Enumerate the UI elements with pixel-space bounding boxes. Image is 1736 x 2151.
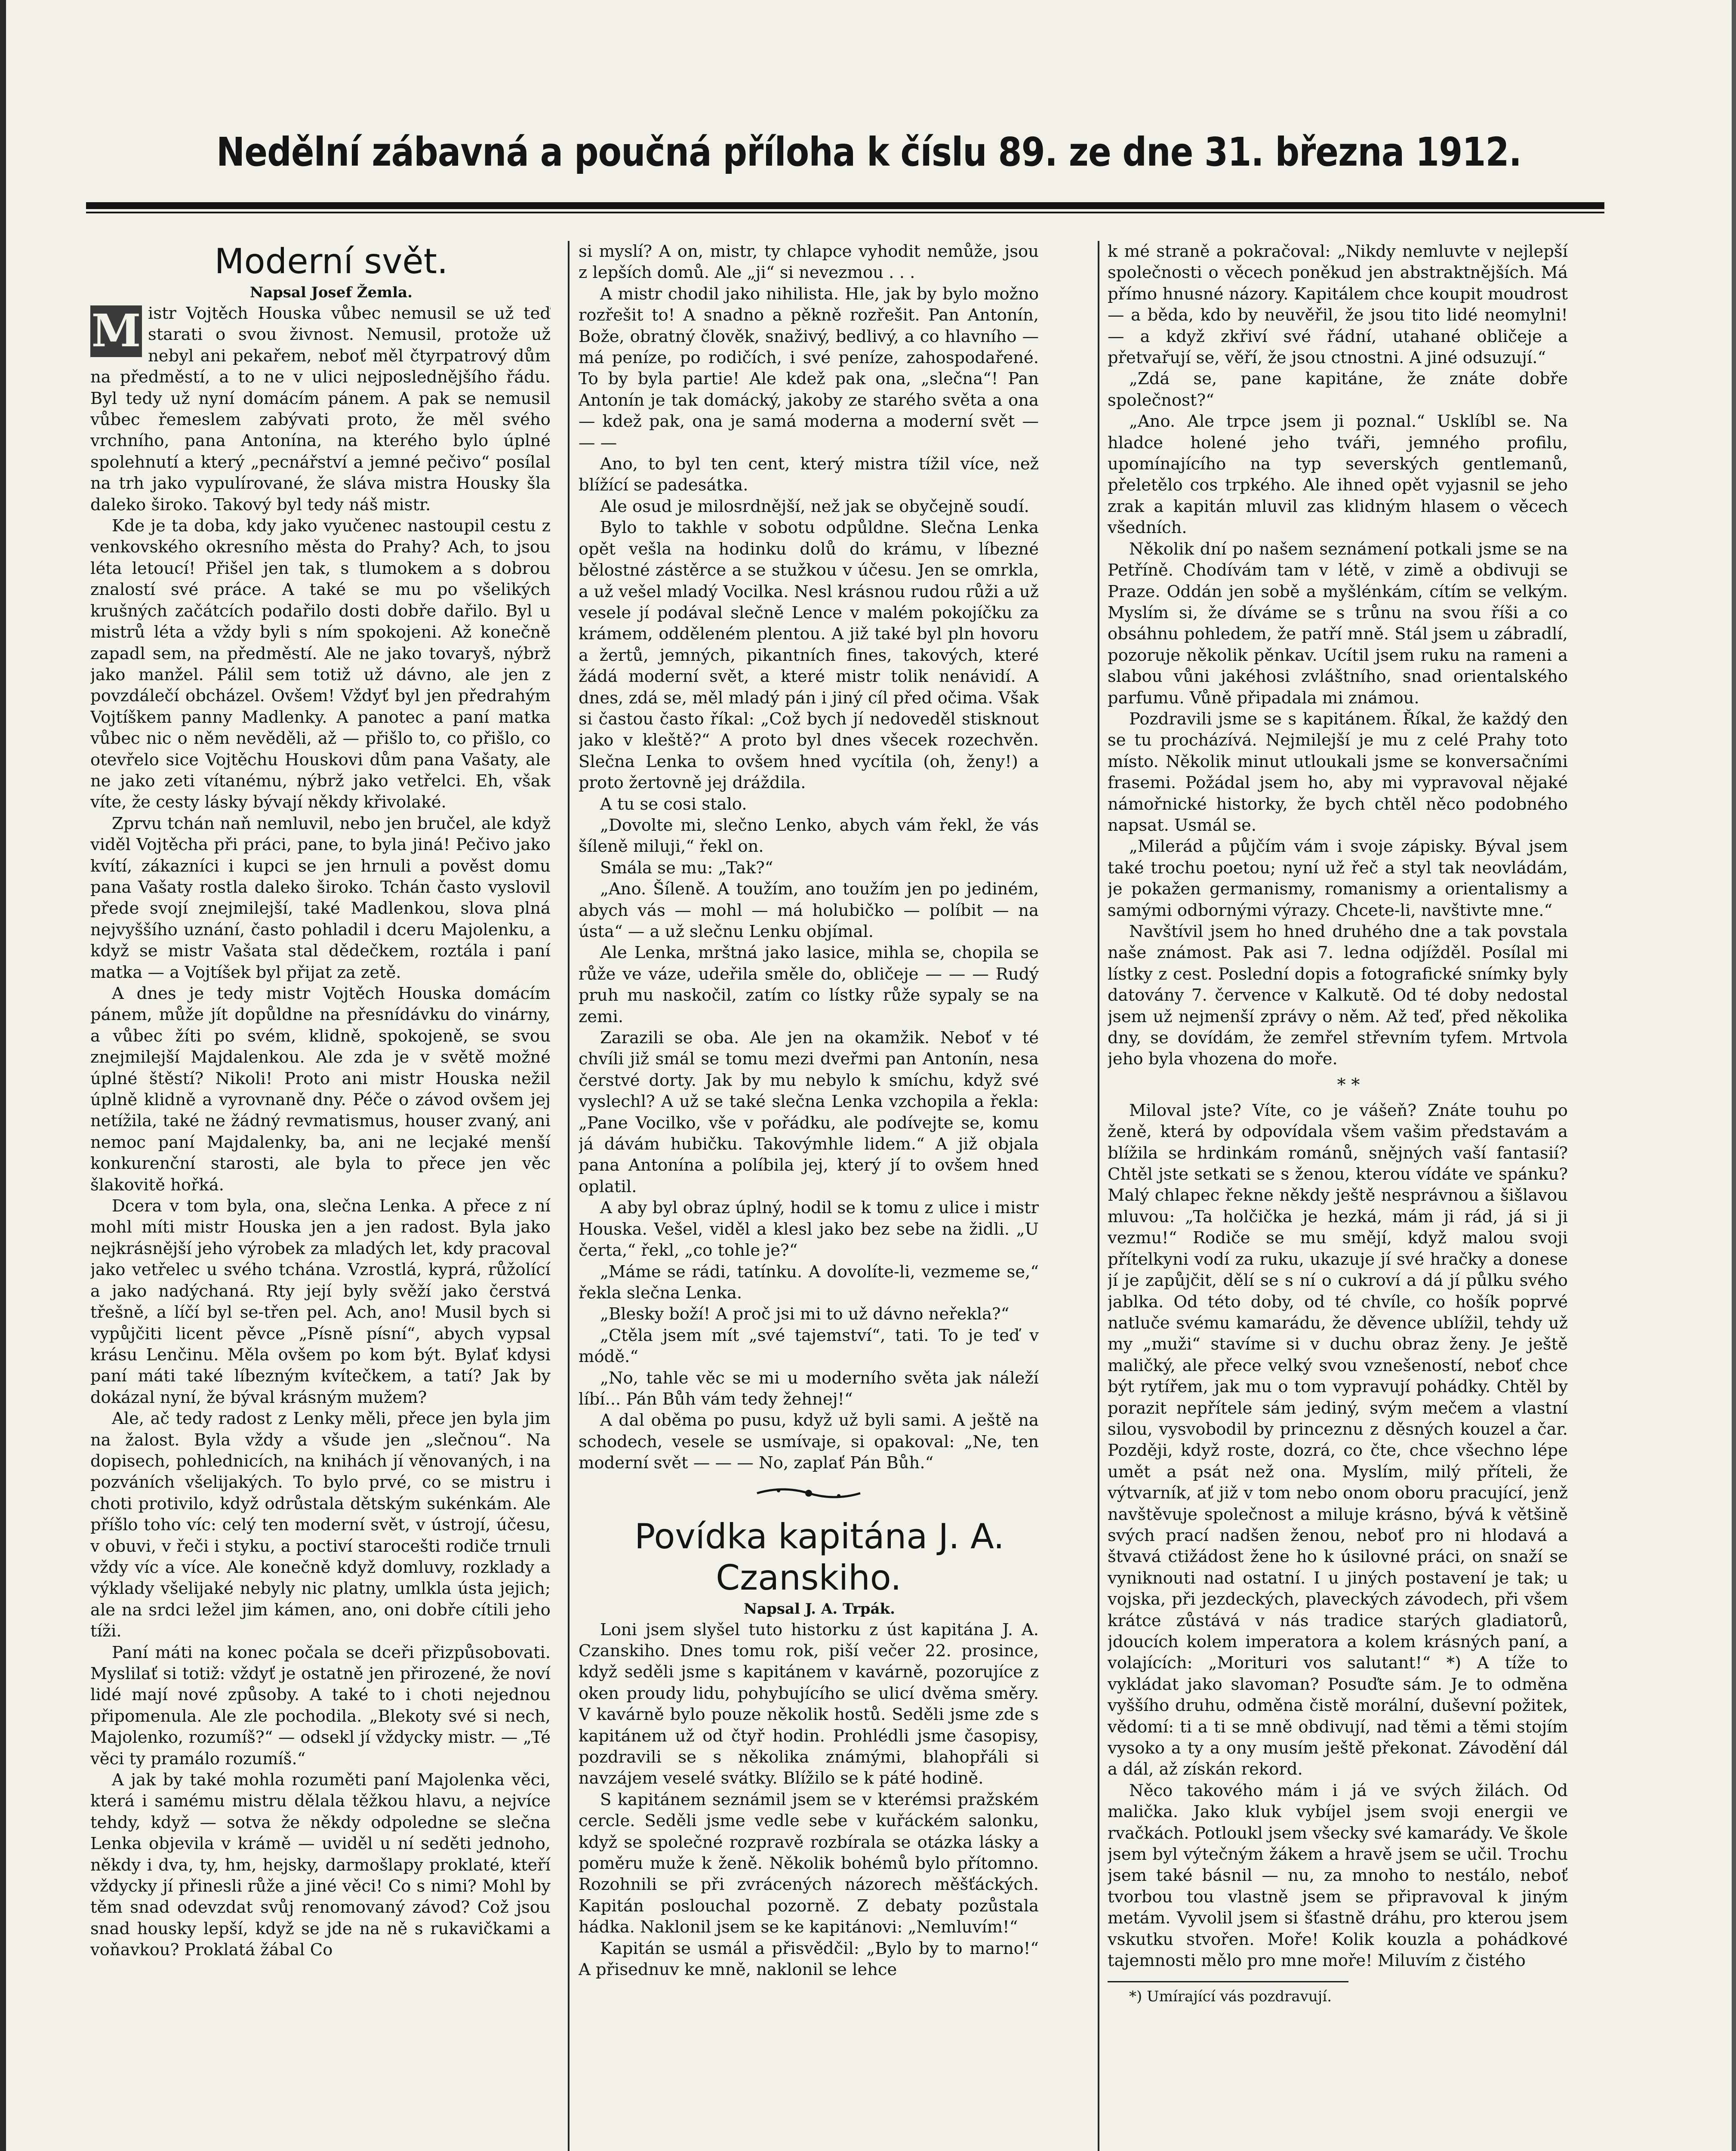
article-paragraph: A jak by také mohla rozuměti paní Majolenka věci, která i samému mistru dělala těžkou hlavu, a nejvíce tehdy, když — sotva že někdy odpoledne se slečna Lenka objevila v krámě — uviděl u ní seděti jednoho, někdy i dva, ty, hm, hejsky, darmošlapy proklaté, kteří vždycky jí přinesli růže a jiné věci! Co s nimi? Mohl by těm snad odevzdat svůj renomovaný závod? Což jsou snad housky lepší, když se jde na ně s rukavičkami a voňavkou? Proklatá žábal Co xyxy=(90,1770,551,1960)
article-byline: Napsal Josef Žemla. xyxy=(249,284,413,301)
article-paragraph: Loni jsem slyšel tuto historku z úst kapitána J. A. Czanskiho. Dnes tomu rok, piší večer 22. prosince, když seděli jsme s kapitánem v kavárně, pozorujíce z oken proudy lidu, pohybujícího se ulicí dvěma směry. V kavárně bylo pouze několik hostů. Seděli jsme zde s kapitánem už od čtyř hodin. Prohlédli jsme časopisy, pozdravili se s několika známými, blahopřáli si navzájem veselé svátky. Blížilo se k páté hodině. xyxy=(579,1620,1039,1788)
article-paragraph: Kapitán se usmál a přisvědčil: „Bylo by to marno!“ A přisednuv ke mně, naklonil se lehce xyxy=(579,1938,1039,1980)
masthead-rule-thick xyxy=(86,202,1604,209)
article-paragraph: Miloval jste? Víte, co je vášeň? Znáte touhu po ženě, která by odpovídala všem vašim představám a blížila se hrdinkám románů, snějných vaší fantasií? Chtěl jste setkati se s ženou, kterou vídáte ve spánku? Malý chlapec řekne někdy ještě nesprávnou a šišlavou mluvou: „Ta holčička je hezká, mám ji rád, já si ji vezmu!“ Rodiče se mu smějí, když malou svoji přítelkyni vodí za ruku, ukazuje jí své hračky a donese jí je zapůjčit, dělí se s ní o cukroví a dá jí půlku svého jablka. Od této doby, od té chvíle, co hošík poprvé natluče svému kamarádu, že děvence ublížil, tehdy už my „muži“ stavíme si v duchu obraz ženy. Je ještě maličký, ale přece velký svou vznešeností, neboť chce být rytířem, jak mu o tom vypravují pohádky. Chtěl by porazit nepřítele sám jediný, svým mečem a vlastní silou, vysvobodil by princeznu z děsných kouzel a čar. Později, když roste, dozrá, co čte, chce všechno lépe umět a psát než ona. Myslím, milý příteli, že výtvarník, ať již v tom nebo onom oboru pracující, jenž navštěvuje společnost a miluje krásno, bývá k většině svých prací nadšen ženou, neboť pro ni hlodavá a štvavá ctižádost žene ho k úsilovné práci, on snaží se vyniknouti nad ostatní. I u jiných postavení je tak; u vojska, při jezdeckých, plaveckých závodech, při všem krátce zůstává v nás tradice starých gladiatorů, jdoucích kolem imperatora a kolem krásných paní, a volajících: „Morituri vos salutant!“ *) A tíže to vykládat jako slavoman? Posuďte sám. Je to odměna vyššího druhu, odměna čistě morální, duševní požitek, vědomí: ti a ti se mně obdivují, nad těmi a těmi stojím vysoko a ty a ony musím ještě překonat. Závodění dál a dál, až získán rekord. xyxy=(1108,1100,1568,1779)
article-paragraph: „Milerád a půjčím vám i svoje zápisky. Býval jsem také trochu poetou; nyní už řeč a styl tak neovládám, je pokažen germanismy, romanismy a orientalismy a samými odbornými výrazy. Chcete-li, navštivte mne.“ xyxy=(1108,837,1568,920)
article-paragraph: M istr Vojtěch Houska vůbec nemusil se už teď starati o svou živnost. Nemusil, protože už nebyl ani pekařem, neboť měl čtyrpatrový dům na předměstí, a to ne v ulici nejposlednějšího řádu. Byl tedy už nyní domácím pánem. A pak se nemusil vůbec řemeslem zabývati proto, že měl svého vrchního, pana Antonína, na kterého bylo úplné spolehnutí a který „pecnářství a jemné pečivo“ posílal na trh jako vypulírované, že sláva mistra Housky šla daleko široko. Takový byl tedy náš mistr. xyxy=(90,304,551,515)
article-paragraph: k mé straně a pokračoval: „Nikdy nemluvte v nejlepší společnosti o věcech poněkud jen abstraktnějších. Má přímo hnusné názory. Kapitálem chce koupit moudrost — a běda, kdo by neuvěřil, že jsou tito lidé neomylni! — a když zkřiví své řádní, utahané obličeje a přetvařují se, věří, že jsou ctnostni. A jiné odsuzují.“ xyxy=(1108,242,1568,368)
article-paragraph: „Blesky boží! A proč jsi mi to už dávno neřekla?“ xyxy=(600,1304,1010,1324)
masthead-rule-thin xyxy=(86,212,1604,213)
article-paragraph: A dal oběma po pusu, když už byli sami. A ještě na schodech, vesele se usmívaje, si opakoval: „Ne, ten moderní svět — — — No, zaplať Pán Bůh.“ xyxy=(579,1411,1039,1473)
article-paragraph: Smála se mu: „Tak?“ xyxy=(600,858,773,878)
article-paragraph: Paní máti na konec počala se dceři přizpůsobovati. Myslilať si totiž: vždyť je ostatně jen přirozené, že noví lidé mají nové způsoby. A také to i choti nejednou připomenula. Ale zle pochodila. „Blekoty své si nech, Majolenko, rozumíš?“ — odsekl jí vždycky mistr. — „Té věci ty pramálo rozumíš.“ xyxy=(90,1643,551,1769)
article-paragraph: Bylo to takhle v sobotu odpůldne. Slečna Lenka opět vešla na hodinku dolů do krámu, v líbezné bělostné zástěrce a se stužkou v účesu. Jen se omrkla, a už vešel mladý Vocilka. Nesl krásnou rudou růži a už vesele jí podával slečně Lence v malém pokojíčku za krámem, odděleném plentou. A již také byl pln hovoru a žertů, jemných, pikantních fines, takových, které žádá moderní svět, a které mistr tolik nenávidí. A dnes, zdá se, měl mladý pán i jiný cíl před očima. Však si častou často říkal: „Což bych jí nedoveděl stisknout jako v kleště?“ A proto byl dnes všecek rozechvěn. Slečna Lenka to ovšem hned vycítila (oh, ženy!) a proto žertovně jej dráždila. xyxy=(579,518,1039,793)
article-paragraph: Pozdravili jsme se s kapitánem. Říkal, že každý den se tu procházívá. Nejmilejší je mu z celé Prahy toto místo. Několik minut utloukali jsme se konversačními frasemi. Požádal jsem ho, aby mi vypravoval nějaké námořnické historky, že bych chtěl něco podobného napsat. Usmál se. xyxy=(1108,709,1568,835)
footnote: *) Umírající vás pozdravují. xyxy=(1129,1988,1332,2005)
scan-edge-right xyxy=(1732,0,1736,2151)
article-paragraph: Zprvu tchán naň nemluvil, nebo jen bručel, ale když viděl Vojtěcha při práci, pane, to byla jiná! Pečivo jako kvítí, zákazníci i kupci se jen hrnuli a pověst domu pana Vašaty rostla daleko široko. Tchán často vyslovil přede svojí znejmilejší, také Madlenkou, slova plná nejvyššího uznání, často pohladil i dceru Majolenku, a když se mistr Vašata stal dědečkem, roztála i paní matka — a Vojtíšek byl přijat za zetě. xyxy=(90,814,551,982)
article-paragraph: „Ano. Ale trpce jsem ji poznal.“ Usklíbl se. Na hladce holené jeho tváři, jemného profilu, upomínajícího na typ severských gentlemanů, přeletělo cos trpkého. Ale ihned opět vyjasnil se jeho zrak a kapitán mluvil zas klidným hlasem o věcech všedních. xyxy=(1108,412,1568,538)
article-paragraph: Ale osud je milosrdnější, než jak se obyčejně soudí. xyxy=(600,496,1029,516)
column-1 xyxy=(90,241,551,2151)
decorated-initial: M xyxy=(90,305,142,357)
article-paragraph: „No, tahle věc se mi u moderního světa jak náleží líbí... Pán Bůh vám tedy žehnej!“ xyxy=(579,1368,1039,1409)
scan-edge-left xyxy=(0,0,6,2151)
section-ornament xyxy=(579,1480,1039,1510)
article-paragraph: Kde je ta doba, kdy jako vyučenec nastoupil cestu z venkovského okresního města do Prahy? Ach, to jsou léta letoucí! Přišel jen tak, s tlumokem a s dobrou znalostí své práce. A také se mu po všelikých krušných začátcích podařilo dosti dobře dařilo. Byl u mistrů léta a vždy byli s ním spokojeni. Až konečně zapadl sem, na předměstí. Ale ne jako tovaryš, nýbrž jako manžel. Pálil sem totiž už dávno, ale jen z povzdálečí obcházel. Ovšem! Vždyť byl jen předrahým Vojtíškem panny Madlenky. A panotec a paní matka vůbec nic o něm nevěděli, až — přišlo to, co přišlo, co otevřelo sice Vojtěchu Houskovi dům pana Vašaty, ale ne jako zeti vítanému, nýbrž jako vetřelci. Eh, však víte, že cesty lásky bývají někdy křivolaké. xyxy=(90,516,551,812)
article-paragraph: Ano, to byl ten cent, který mistra tížil více, než blížící se padesátka. xyxy=(579,454,1039,495)
ornament-divider-icon xyxy=(753,1485,865,1502)
section-stars: * * xyxy=(1337,1075,1360,1095)
article-paragraph: „Zdá se, pane kapitáne, že znáte dobře společnost?“ xyxy=(1108,369,1568,410)
article-paragraph: S kapitánem seznámil jsem se v kterémsi pražském cercle. Seděli jsme vedle sebe v kuřáckém salonku, když se společné rozpravě rozbírala se otázka lásky a poměru muže k ženě. Několik bohémů bylo přítomno. Rozohnili se při zvrácených názorech měšťáckých. Kapitán poslouchal pozorně. Z debaty pozůstala hádka. Naklonil jsem se ke kapitánovi: „Nemluvím!“ xyxy=(579,1790,1039,1937)
column-rule-2 xyxy=(1098,241,1099,2151)
article-paragraph: Ale Lenka, mrštná jako lasice, mihla se, chopila se růže ve váze, udeřila směle do, obličeje — — — Rudý pruh mu naskočil, zatím co lístky růže sypaly se na zemi. xyxy=(579,943,1039,1026)
article-title: Povídka kapitána J. A. Czanskiho. xyxy=(634,1516,1004,1598)
column-2 xyxy=(579,241,1039,2151)
article-paragraph: „Dovolte mi, slečno Lenko, abych vám řekl, že vás šíleně miluji,“ řekl on. xyxy=(579,815,1039,857)
article-paragraph: si myslí? A on, mistr, ty chlapce vyhodit nemůže, jsou z lepších domů. Ale „ji“ si nevezmou . . . xyxy=(579,242,1039,283)
article-paragraph: Zarazili se oba. Ale jen na okamžik. Neboť v té chvíli již smál se tomu mezi dveřmi pan Antonín, nesa čerstvé dorty. Jak by mu nebylo k smíchu, když své vyslechl? A už se také slečna Lenka vzchopila a řekla: „Pane Vocilko, vše v pořádku, ale podívejte se, komu já dávám hubičku. Takovýmhle lidem.“ A již objala pana Antonína a políbila jej, který jí to ovšem hned oplatil. xyxy=(579,1028,1039,1196)
article-paragraph: A dnes je tedy mistr Vojtěch Houska domácím pánem, může jít dopůldne na přesnídávku do vinárny, a vůbec žíti po svém, klidně, spokojeně, se svou znejmilejší Majdalenkou. Ale zda je v světě možné úplné štěstí? Nikoli! Proto ani mistr Houska nežil úplně klidně a vyrovnaně dny. Péče o závod ovšem jej netížila, také ne žádný revmatismus, houser zvaný, ani nemoc paní Majdalenky, ba, ani ne lecjaké menší konkurenční starosti, ale byla to přece jen věc šlakovitě hořká. xyxy=(90,984,551,1195)
article-paragraph: „Ctěla jsem mít „své tajemství“, tati. To je teď v módě.“ xyxy=(579,1325,1039,1367)
article-paragraph: Něco takového mám i já ve svých žilách. Od malička. Jako kluk vybíjel jsem svoji energii ve rvačkách. Potloukl jsem všecky své kamarády. Ve škole jsem byl výtečným žákem a hravě jsem se učil. Trochu jsem také básnil — nu, za mnoho to nestálo, neboť tvorbou tou vlastně jsem se připravoval k jiným metám. Vyvolil jsem si šťastně dráhu, pro kterou jsem vskutku stvořen. Moře! Kolik kouzla a pohádkové tajemnosti mělo pro mne moře! Miluvím z čistého xyxy=(1108,1781,1568,1971)
article-paragraph: „Ano. Šíleně. A toužím, ano toužím jen po jediném, abych vás — mohl — má holubičko — políbit — na ústa“ — a už slečnu Lenku objímal. xyxy=(579,879,1039,941)
article-paragraph: „Máme se rádi, tatínku. A dovolíte-li, vezmeme se,“ řekla slečna Lenka. xyxy=(579,1262,1039,1303)
column-3 xyxy=(1108,241,1568,2151)
article-byline: Napsal J. A. Trpák. xyxy=(744,1600,895,1618)
article-paragraph: Dcera v tom byla, ona, slečna Lenka. A přece z ní mohl míti mistr Houska jen a jen radost. Byla jako nejkrásnější jeho výrobek za mladých let, kdy pracoval jako vetřelec u svého tchána. Vzrostlá, kyprá, růžolící a jako nadýchaná. Rty její byly svěží jako čerstvá třešně, a líčí byl se-třen pel. Ach, ano! Musil bych si vypůjčiti licent pěvce „Písně písní“, abych vypsal krásu Lenčinu. Měla ovšem po kom být. Bylať kdysi paní máti také líbezným kvítečkem, a tatí? Jak by dokázal nyní, že býval krásným mužem? xyxy=(90,1196,551,1407)
article-paragraph: A tu se cosi stalo. xyxy=(600,794,747,814)
article-paragraph: Navštívil jsem ho hned druhého dne a tak povstala naše známost. Pak asi 7. ledna odjížděl. Posílal mi lístky z cest. Poslední dopis a fotografické snímky byly datovány 7. července v Kalkutě. Od té doby nedostal jsem už nejmenší zprávy o něm. Až teď, před několika dny, se dovídám, že zemřel střevním tyfem. Mrtvola jeho byla vhozena do moře. xyxy=(1108,922,1568,1069)
article-title: Moderní svět. xyxy=(214,241,448,281)
article-paragraph: Ale, ač tedy radost z Lenky měli, přece jen byla jim na žalost. Byla vždy a všude jen „slečnou“. Na dopisech, pohlednicích, na knihách jí věnovaných, i na pozváních všelijakých. To bylo prvé, co se mistru i choti protivilo, když odrůstala dětským sukénkám. Ale příšlo toho víc: celý ten moderní svět, v ústrojí, účesu, v obuvi, v řeči i styku, a poctiví starocešti rodiče trnuli vždy víc a více. Ale konečně když domluvy, rozklady a výklady všelijaké nebyly nic platny, umlkla ústa jejich; ale na srdci ležel jim kámen, ano, oni dobře cítili jeho tíži. xyxy=(90,1409,551,1641)
footnote-rule xyxy=(1108,1981,1348,1982)
article-paragraph: A mistr chodil jako nihilista. Hle, jak by bylo možno rozřešit to! A snadno a pěkně rozřešit. Pan Antonín, Bože, obratný člověk, snaživý, bedlivý, a co hlavního — má peníze, po rodičích, i své peníze, zahospodařené. To by byla partie! Ale kdež pak ona, „slečna“! Pan Antonín je tak domácký, jakoby ze starého světa a ona — kdež pak, ona je samá moderna a moderní svět — — — xyxy=(579,284,1039,453)
article-paragraph: A aby byl obraz úplný, hodil se k tomu z ulice i mistr Houska. Vešel, viděl a klesl jako bez sebe na židli. „U čerta,“ řekl, „co tohle je?“ xyxy=(579,1198,1039,1260)
article-paragraph: Několik dní po našem seznámení potkali jsme se na Petříně. Chodívám tam v létě, v zimě a obdivuji se Praze. Oddán jen sobě a myšlénkám, cítím se velkým. Myslím si, že díváme se s trůnu na svou říši a co obsáhnu pohledem, že patří mně. Stál jsem u zábradlí, pozoruje několik pěnkav. Ucítil jsem ruku na rameni a slabou vůni jakéhosi zvláštního, snad orientalského parfumu. Vůně připadala mi známou. xyxy=(1108,539,1568,708)
column-rule-1 xyxy=(568,241,569,2151)
masthead: Nedělní zábavná a poučná příloha k číslu 89. ze dne 31. března 1912. xyxy=(216,129,1522,175)
